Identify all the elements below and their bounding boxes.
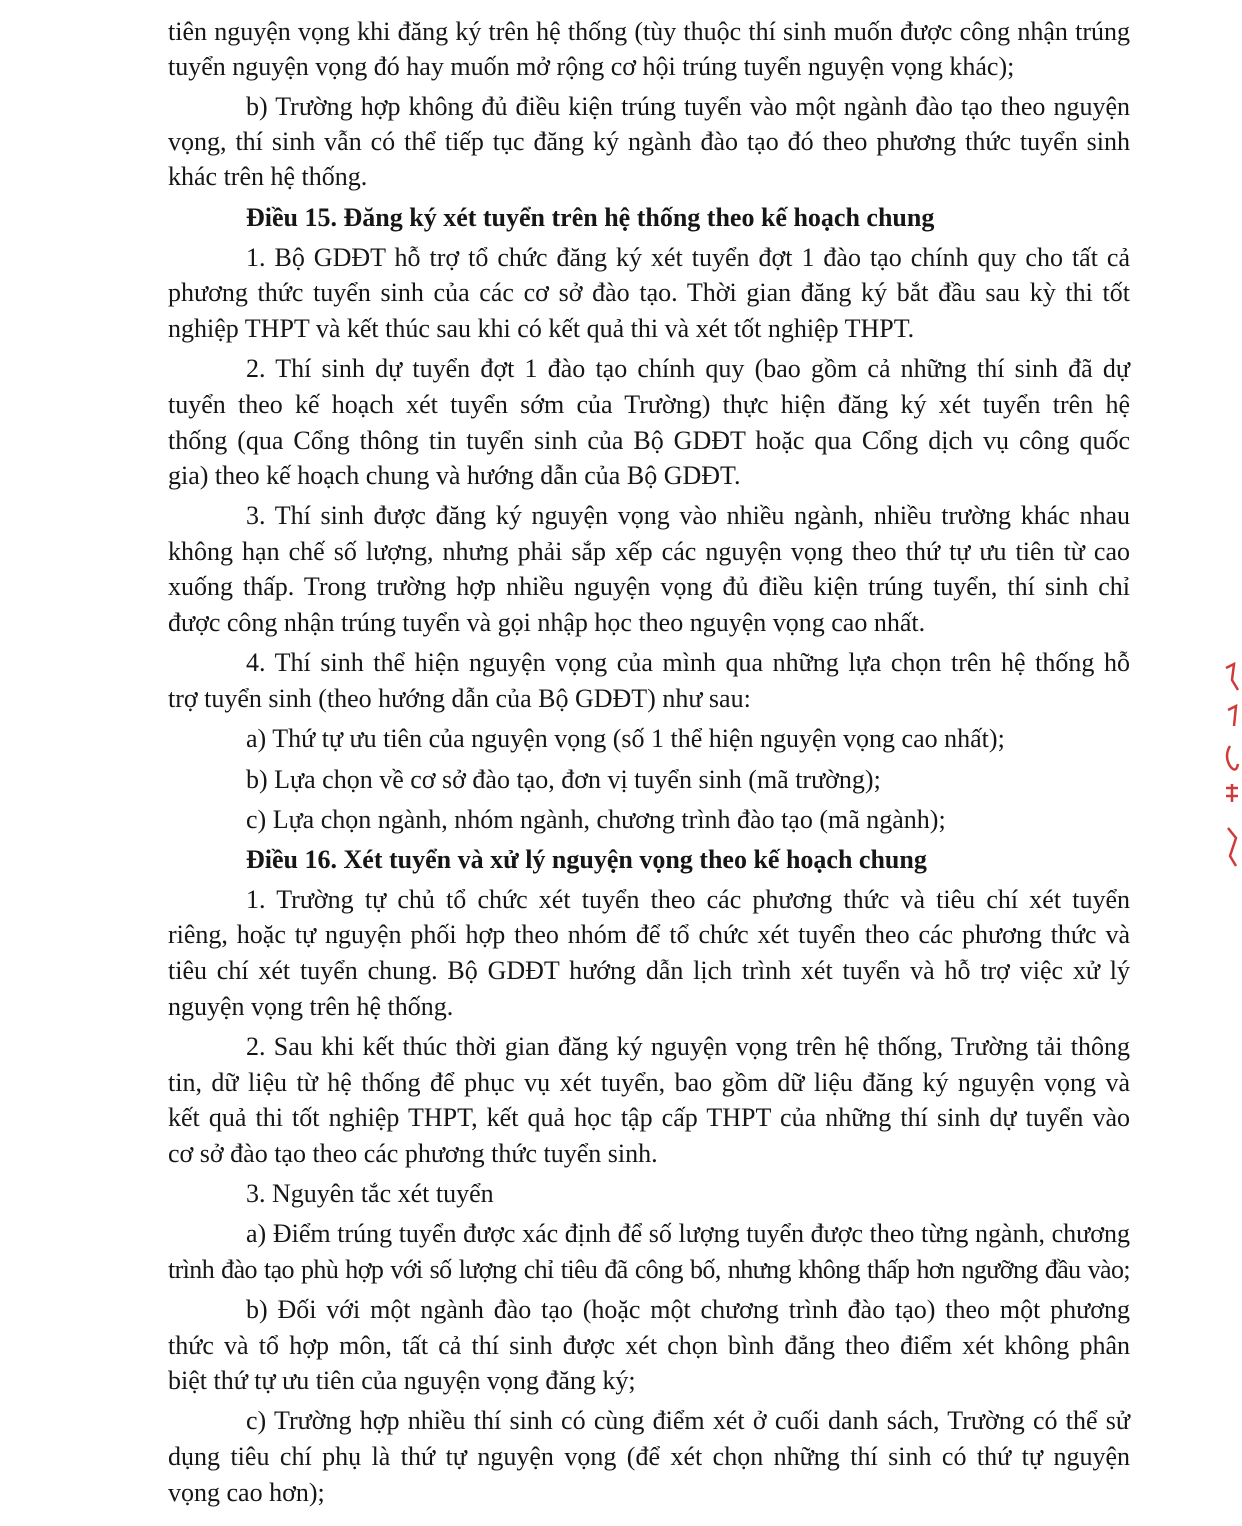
text-line: c) Lựa chọn ngành, nhóm ngành, chương trình đào tạo (mã ngành);	[246, 805, 946, 834]
text-line: dụng tiêu chí phụ là thứ tự nguyện vọng (để xét chọn những thí sinh có thứ tự nguyện	[168, 1442, 1130, 1471]
text-line: tiên nguyện vọng khi đăng ký trên hệ thống (tùy thuộc thí sinh muốn được công nhận trúng	[168, 17, 1130, 46]
text-line: b) Lựa chọn về cơ sở đào tạo, đơn vị tuyển sinh (mã trường);	[246, 765, 881, 794]
text-line: trình đào tạo phù hợp với số lượng chỉ tiêu đã công bố, nhưng không thấp hơn ngưỡng đầu vào;	[168, 1255, 1130, 1284]
text-line: tin, dữ liệu từ hệ thống để phục vụ xét tuyển, bao gồm dữ liệu đăng ký nguyện vọng và	[168, 1068, 1130, 1097]
text-line: 2. Thí sinh dự tuyển đợt 1 đào tạo chính quy (bao gồm cả những thí sinh đã dự	[246, 354, 1130, 383]
text-line: cơ sở đào tạo theo các phương thức tuyển sinh.	[168, 1139, 658, 1168]
text-line: 1. Trường tự chủ tổ chức xét tuyển theo các phương thức và tiêu chí xét tuyển	[246, 885, 1130, 914]
page-edge-stamp	[1222, 660, 1240, 870]
text-line: 3. Nguyên tắc xét tuyển	[246, 1179, 494, 1208]
text-line: 1. Bộ GDĐT hỗ trợ tổ chức đăng ký xét tuyển đợt 1 đào tạo chính quy cho tất cả	[246, 243, 1130, 272]
text-line: 4. Thí sinh thể hiện nguyện vọng của mình qua những lựa chọn trên hệ thống hỗ	[246, 648, 1130, 677]
text-line: khác trên hệ thống.	[168, 162, 368, 191]
text-line: c) Trường hợp nhiều thí sinh có cùng điểm xét ở cuối danh sách, Trường có thể sử	[246, 1406, 1130, 1435]
text-line: biệt thứ tự ưu tiên của nguyện vọng đăng ký;	[168, 1366, 636, 1395]
text-line: phương thức tuyển sinh của các cơ sở đào tạo. Thời gian đăng ký bắt đầu sau kỳ thi tốt	[168, 278, 1130, 307]
text-line: tiêu chí xét tuyển chung. Bộ GDĐT hướng dẫn lịch trình xét tuyển và hỗ trợ việc xử lý	[168, 956, 1130, 985]
text-line: gia) theo kế hoạch chung và hướng dẫn của Bộ GDĐT.	[168, 461, 741, 490]
text-line: riêng, hoặc tự nguyện phối hợp theo nhóm để tổ chức xét tuyển theo các phương thức và	[168, 920, 1130, 949]
text-line: nguyện vọng trên hệ thống.	[168, 992, 454, 1021]
text-line: b) Trường hợp không đủ điều kiện trúng tuyển vào một ngành đào tạo theo nguyện	[246, 92, 1130, 121]
section-heading: Điều 15. Đăng ký xét tuyển trên hệ thống theo kế hoạch chung	[246, 203, 935, 232]
text-line: 3. Thí sinh được đăng ký nguyện vọng vào nhiều ngành, nhiều trường khác nhau	[246, 501, 1130, 530]
text-line: a) Thứ tự ưu tiên của nguyện vọng (số 1 thể hiện nguyện vọng cao nhất);	[246, 724, 1005, 753]
text-line: a) Điểm trúng tuyển được xác định để số lượng tuyển được theo từng ngành, chương	[246, 1219, 1130, 1248]
text-line: trợ tuyển sinh (theo hướng dẫn của Bộ GDĐT) như sau:	[168, 684, 751, 713]
text-line: vọng cao hơn);	[168, 1478, 325, 1507]
text-line: nghiệp THPT và kết thúc sau khi có kết quả thi và xét tốt nghiệp THPT.	[168, 314, 915, 343]
text-line: tuyển nguyện vọng đó hay muốn mở rộng cơ hội trúng tuyển nguyện vọng khác);	[168, 52, 1015, 81]
text-line: xuống thấp. Trong trường hợp nhiều nguyện vọng đủ điều kiện trúng tuyển, thí sinh chỉ	[168, 572, 1130, 601]
text-line: thống (qua Cổng thông tin tuyển sinh của Bộ GDĐT hoặc qua Cổng dịch vụ công quốc	[168, 426, 1130, 455]
text-line: được công nhận trúng tuyển và gọi nhập học theo nguyện vọng cao nhất.	[168, 608, 926, 637]
section-heading: Điều 16. Xét tuyển và xử lý nguyện vọng theo kế hoạch chung	[246, 845, 927, 874]
text-line: kết quả thi tốt nghiệp THPT, kết quả học tập cấp THPT của những thí sinh dự tuyển vào	[168, 1103, 1130, 1132]
text-line: 2. Sau khi kết thúc thời gian đăng ký nguyện vọng trên hệ thống, Trường tải thông	[246, 1032, 1130, 1061]
text-line: tuyển theo kế hoạch xét tuyển sớm của Trường) thực hiện đăng ký xét tuyển trên hệ	[168, 390, 1130, 419]
text-line: không hạn chế số lượng, nhưng phải sắp xếp các nguyện vọng theo thứ tự ưu tiên từ cao	[168, 537, 1130, 566]
text-line: vọng, thí sinh vẫn có thể tiếp tục đăng ký ngành đào tạo đó theo phương thức tuyển sinh	[168, 127, 1130, 156]
text-line: b) Đối với một ngành đào tạo (hoặc một chương trình đào tạo) theo một phương	[246, 1295, 1130, 1324]
text-line: thức và tổ hợp môn, tất cả thí sinh được xét chọn bình đẳng theo điểm xét không phân	[168, 1331, 1130, 1360]
